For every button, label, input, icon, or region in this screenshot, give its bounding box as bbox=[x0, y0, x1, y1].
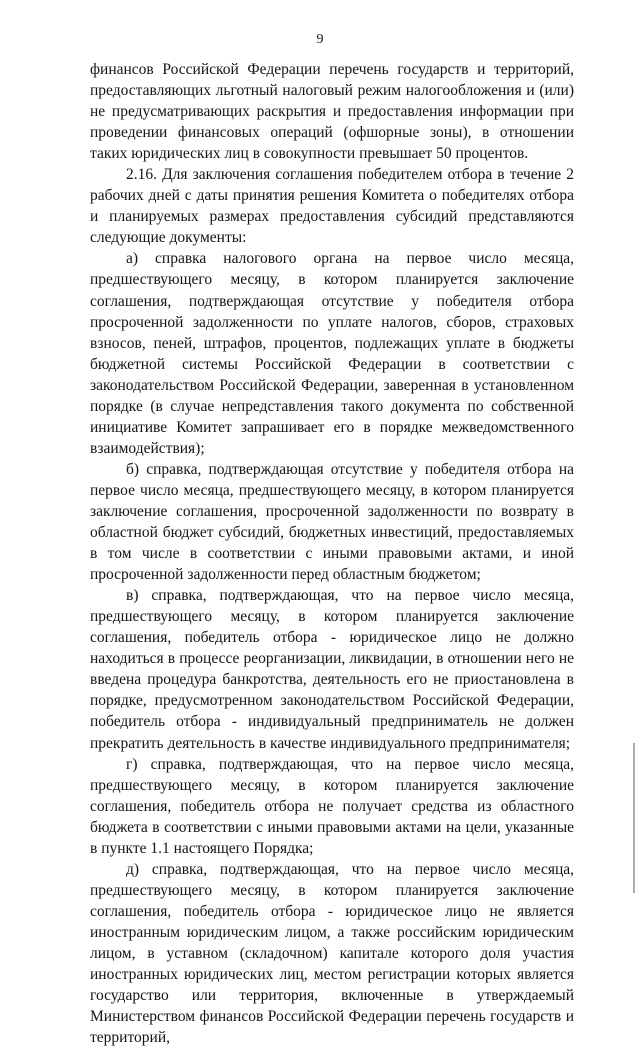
paragraph-item-g: г) справка, подтверждающая, что на первое число месяца, предшествующего месяцу, в котором планируется заключение соглашения, победитель отбора не получает средства из областного бюджета в соответствии с иными правовыми актами на цели, указанные в пункте 1.1 настоящего Порядка; bbox=[90, 755, 574, 857]
page-number: 9 bbox=[316, 32, 324, 47]
paragraph-item-b: б) справка, подтверждающая отсутствие у победителя отбора на первое число месяца, предшествующего месяцу, в котором планируется заключение соглашения, просроченной задолженности по возврату в областной бюджет субсидий, бюджетных инвестиций, предоставляемых в том числе в соответствии с иными правовыми актами, и иной просроченной задолженности перед областным бюджетом; bbox=[90, 460, 574, 584]
paragraph-item-d: д) справка, подтверждающая, что на первое число месяца, предшествующего месяцу, в котором планируется заключение соглашения, победитель отбора - юридическое лицо не является иностранным юридическим лицом, а также российским юридическим лицом, в уставном (складочном) капитале которого доля участия иностранных юридических лиц, местом регистрации которых является государство или территория, включенные в утверждаемый Министерством финансов Российской Федерации перечень государств и территорий, bbox=[90, 860, 574, 1047]
paragraph-2-16: 2.16. Для заключения соглашения победителем отбора в течение 2 рабочих дней с даты принятия решения Комитета о победителях отбора и планируемых размерах предоставления субсидий представляются следующие документы: bbox=[90, 166, 574, 247]
scan-edge-mark bbox=[633, 743, 635, 893]
paragraph-offshore-continuation: финансов Российской Федерации перечень государств и территорий, предоставляющих льготный налоговый режим налогообложения и (или) не предусматривающих раскрытия и предоставления информации при проведении финансовых операций (офшорные зоны), в отношении таких юридических лиц в совокупности превышает 50 процентов. bbox=[90, 61, 574, 163]
paragraph-item-v: в) справка, подтверждающая, что на первое число месяца, предшествующего месяцу, в котором планируется заключение соглашения, победитель отбора - юридическое лицо не должно находиться в процессе реорганизации, ликвидации, в отношении него не введена процедура банкротства, деятельность его не приостановлена в порядке, предусмотренном законодательством Российской Федерации, победитель отбора - индивидуальный предприниматель не должен прекратить деятельность в качестве индивидуального предпринимателя; bbox=[90, 587, 574, 752]
document-body bbox=[90, 59, 574, 1048]
paragraph-item-a: а) справка налогового органа на первое число месяца, предшествующего месяцу, в котором планируется заключение соглашения, подтверждающая отсутствие у победителя отбора просроченной задолженности по уплате налогов, сборов, страховых взносов, пеней, штрафов, процентов, подлежащих уплате в бюджеты бюджетной системы Российской Федерации в соответствии с законодательством Российской Федерации, заверенная в установленном порядке (в случае непредставления такого документа по собственной инициативе Комитет запрашивает его в порядке межведомственного взаимодействия); bbox=[90, 250, 574, 457]
